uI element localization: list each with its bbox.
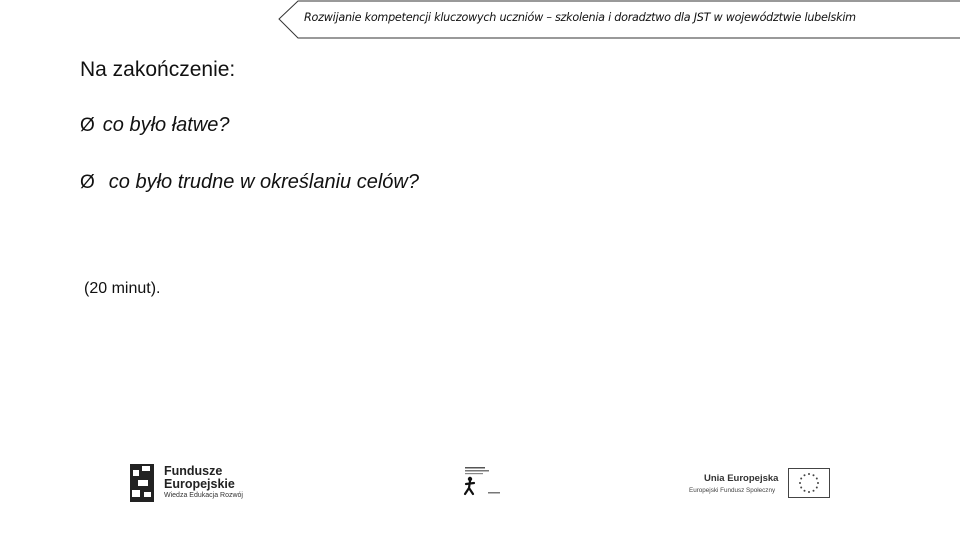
- bullet-text: co było trudne w określaniu celów?: [108, 171, 419, 193]
- eu-stars: [789, 469, 829, 497]
- slide-heading: Na zakończenie:: [80, 58, 236, 81]
- partner-logo: [462, 464, 504, 498]
- arrow-bullet-icon: Ø: [80, 114, 95, 136]
- header-title: Rozwijanie kompetencji kluczowych uczniów – szkolenia i doradztwo dla JST w województwie lubelskim: [304, 11, 856, 24]
- funds-logo-name: Fundusze Europejskie: [164, 464, 235, 491]
- duration-text: (20 minut).: [84, 280, 161, 297]
- bullet-item: [80, 171, 419, 194]
- partner-logo-graphic: [462, 464, 504, 498]
- bullet-item: [80, 114, 230, 137]
- eu-logo-name: Unia Europejska: [704, 473, 779, 484]
- eu-logo-subtitle: Europejski Fundusz Społeczny: [689, 487, 776, 494]
- fundusze-europejskie-logo: [128, 460, 268, 506]
- eu-logo: [688, 466, 834, 502]
- eu-flag-icon: [788, 468, 830, 498]
- fundusze-europejskie-icon: [128, 460, 158, 506]
- arrow-bullet-icon: Ø: [80, 171, 95, 193]
- header-banner: [278, 0, 960, 38]
- funds-logo-subtitle: Wiedza Edukacja Rozwój: [164, 492, 243, 499]
- bullet-text: co było łatwe?: [102, 114, 230, 136]
